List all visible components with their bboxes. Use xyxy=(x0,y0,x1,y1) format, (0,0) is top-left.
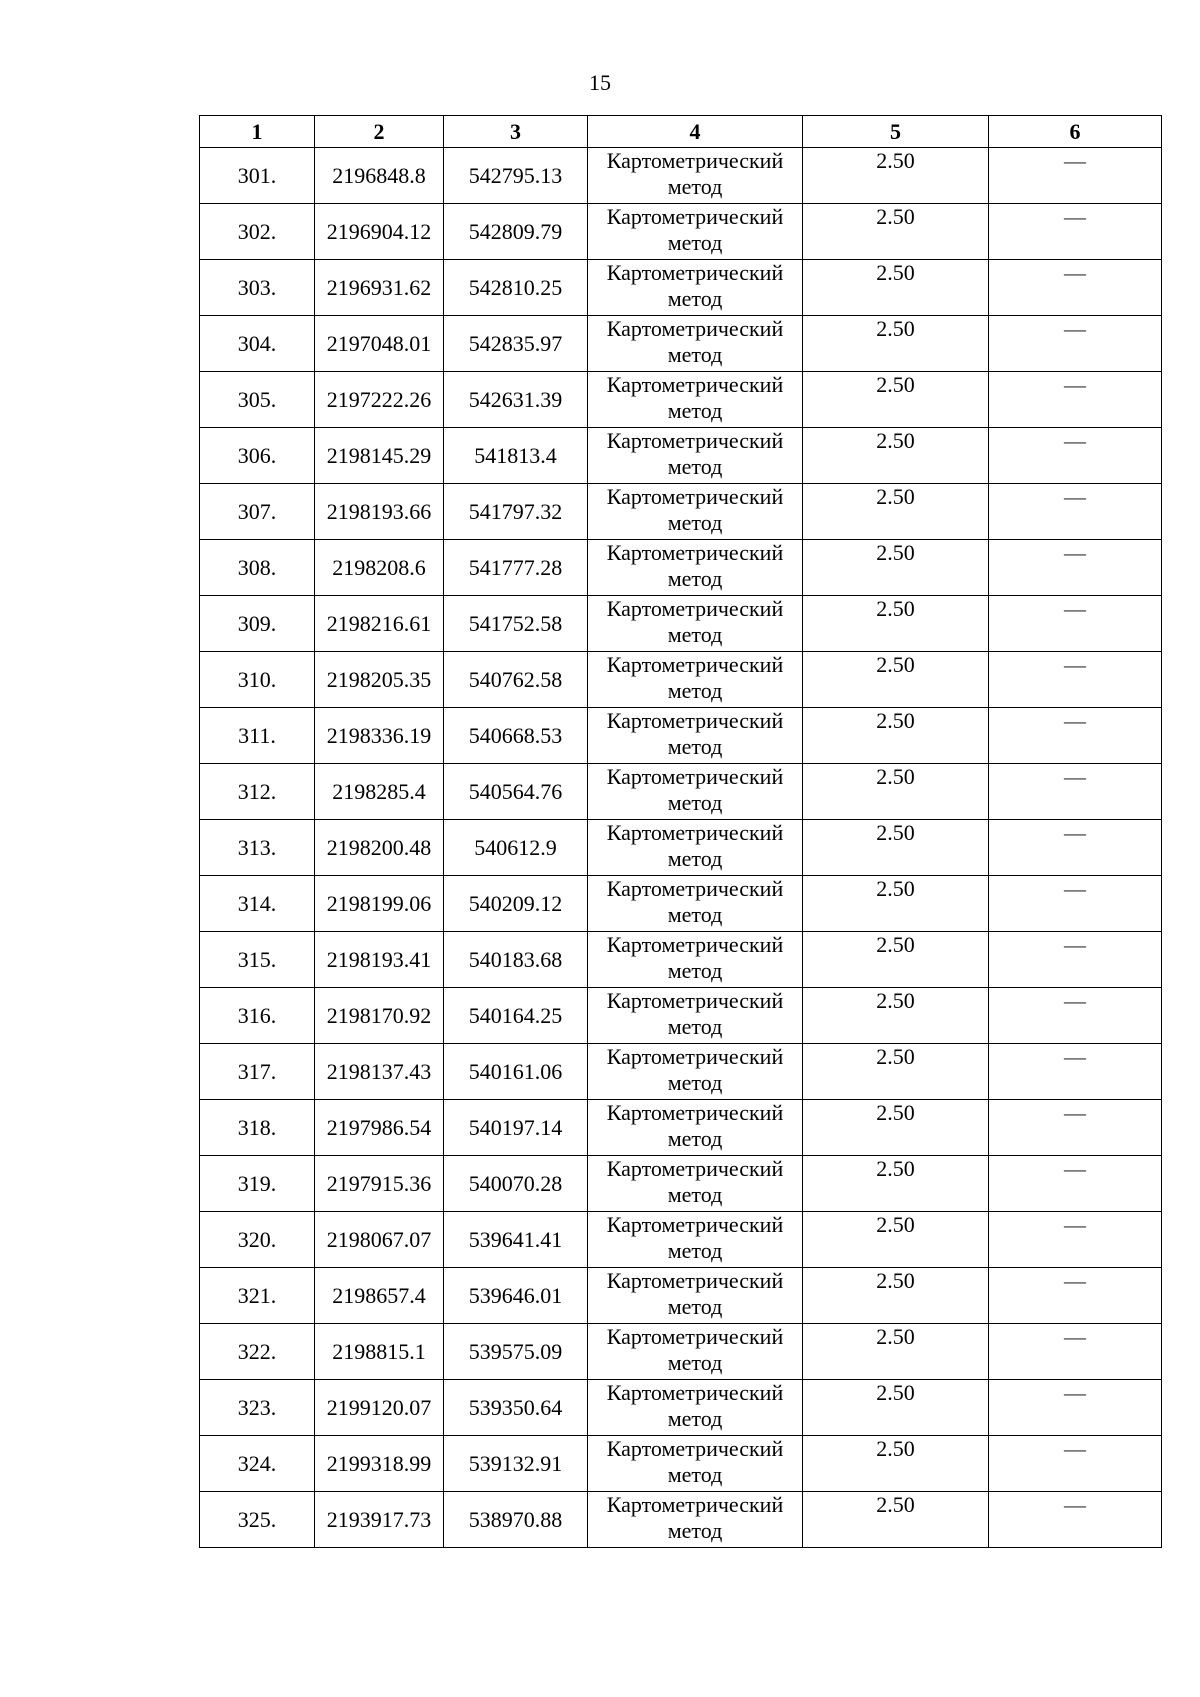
note-cell xyxy=(989,1212,1162,1268)
note-cell xyxy=(989,1268,1162,1324)
accuracy-cell: 2.50 xyxy=(803,1324,989,1380)
table-row xyxy=(200,428,1162,484)
point-number-cell: 313. xyxy=(200,820,315,876)
header-col-3: 3 xyxy=(444,116,588,148)
y-coordinate-cell: 540564.76 xyxy=(444,764,588,820)
method-cell: Картометрический метод xyxy=(588,1044,803,1100)
point-number-cell: 304. xyxy=(200,316,315,372)
note-cell xyxy=(989,1492,1162,1548)
dash-mark: — xyxy=(1064,1380,1086,1405)
y-coordinate-cell: 538970.88 xyxy=(444,1492,588,1548)
accuracy-cell: 2.50 xyxy=(803,260,989,316)
accuracy-cell: 2.50 xyxy=(803,1436,989,1492)
note-cell xyxy=(989,1044,1162,1100)
method-cell: Картометрический метод xyxy=(588,764,803,820)
dash-mark: — xyxy=(1064,1212,1086,1237)
point-number-cell: 306. xyxy=(200,428,315,484)
x-coordinate-cell: 2198193.41 xyxy=(315,932,444,988)
dash-mark: — xyxy=(1064,1044,1086,1069)
accuracy-cell: 2.50 xyxy=(803,148,989,204)
x-coordinate-cell: 2193917.73 xyxy=(315,1492,444,1548)
y-coordinate-cell: 540668.53 xyxy=(444,708,588,764)
note-cell xyxy=(989,204,1162,260)
y-coordinate-cell: 540209.12 xyxy=(444,876,588,932)
note-cell xyxy=(989,1436,1162,1492)
point-number-cell: 320. xyxy=(200,1212,315,1268)
y-coordinate-cell: 539575.09 xyxy=(444,1324,588,1380)
accuracy-cell: 2.50 xyxy=(803,1044,989,1100)
dash-mark: — xyxy=(1064,988,1086,1013)
note-cell xyxy=(989,708,1162,764)
note-cell xyxy=(989,260,1162,316)
point-number-cell: 319. xyxy=(200,1156,315,1212)
table-row xyxy=(200,316,1162,372)
method-cell: Картометрический метод xyxy=(588,148,803,204)
dash-mark: — xyxy=(1064,820,1086,845)
table-row xyxy=(200,988,1162,1044)
y-coordinate-cell: 540070.28 xyxy=(444,1156,588,1212)
method-cell: Картометрический метод xyxy=(588,484,803,540)
method-cell: Картометрический метод xyxy=(588,652,803,708)
x-coordinate-cell: 2198199.06 xyxy=(315,876,444,932)
y-coordinate-cell: 542809.79 xyxy=(444,204,588,260)
method-cell: Картометрический метод xyxy=(588,708,803,764)
y-coordinate-cell: 542835.97 xyxy=(444,316,588,372)
point-number-cell: 301. xyxy=(200,148,315,204)
table-row xyxy=(200,596,1162,652)
method-cell: Картометрический метод xyxy=(588,204,803,260)
accuracy-cell: 2.50 xyxy=(803,988,989,1044)
note-cell xyxy=(989,1156,1162,1212)
y-coordinate-cell: 539132.91 xyxy=(444,1436,588,1492)
dash-mark: — xyxy=(1064,932,1086,957)
accuracy-cell: 2.50 xyxy=(803,540,989,596)
x-coordinate-cell: 2198285.4 xyxy=(315,764,444,820)
x-coordinate-cell: 2198067.07 xyxy=(315,1212,444,1268)
note-cell xyxy=(989,764,1162,820)
accuracy-cell: 2.50 xyxy=(803,1380,989,1436)
header-col-2: 2 xyxy=(315,116,444,148)
y-coordinate-cell: 539641.41 xyxy=(444,1212,588,1268)
point-number-cell: 307. xyxy=(200,484,315,540)
table-row xyxy=(200,1212,1162,1268)
table-row xyxy=(200,764,1162,820)
method-cell: Картометрический метод xyxy=(588,316,803,372)
x-coordinate-cell: 2198145.29 xyxy=(315,428,444,484)
method-cell: Картометрический метод xyxy=(588,428,803,484)
accuracy-cell: 2.50 xyxy=(803,876,989,932)
x-coordinate-cell: 2198137.43 xyxy=(315,1044,444,1100)
note-cell xyxy=(989,428,1162,484)
note-cell xyxy=(989,484,1162,540)
point-number-cell: 305. xyxy=(200,372,315,428)
point-number-cell: 316. xyxy=(200,988,315,1044)
y-coordinate-cell: 539646.01 xyxy=(444,1268,588,1324)
table-row xyxy=(200,204,1162,260)
point-number-cell: 323. xyxy=(200,1380,315,1436)
x-coordinate-cell: 2198815.1 xyxy=(315,1324,444,1380)
note-cell xyxy=(989,1324,1162,1380)
dash-mark: — xyxy=(1064,148,1086,173)
table-body xyxy=(200,148,1162,1548)
x-coordinate-cell: 2196848.8 xyxy=(315,148,444,204)
note-cell xyxy=(989,596,1162,652)
point-number-cell: 303. xyxy=(200,260,315,316)
table-row xyxy=(200,372,1162,428)
method-cell: Картометрический метод xyxy=(588,596,803,652)
header-col-1: 1 xyxy=(200,116,315,148)
table-row xyxy=(200,1436,1162,1492)
y-coordinate-cell: 540161.06 xyxy=(444,1044,588,1100)
accuracy-cell: 2.50 xyxy=(803,932,989,988)
note-cell xyxy=(989,652,1162,708)
x-coordinate-cell: 2197915.36 xyxy=(315,1156,444,1212)
table-header xyxy=(200,116,1162,148)
dash-mark: — xyxy=(1064,260,1086,285)
note-cell xyxy=(989,316,1162,372)
dash-mark: — xyxy=(1064,1324,1086,1349)
table-row xyxy=(200,708,1162,764)
y-coordinate-cell: 541813.4 xyxy=(444,428,588,484)
note-cell xyxy=(989,540,1162,596)
note-cell xyxy=(989,148,1162,204)
table-row xyxy=(200,1156,1162,1212)
method-cell: Картометрический метод xyxy=(588,988,803,1044)
point-number-cell: 312. xyxy=(200,764,315,820)
y-coordinate-cell: 540183.68 xyxy=(444,932,588,988)
y-coordinate-cell: 542631.39 xyxy=(444,372,588,428)
table-row xyxy=(200,932,1162,988)
note-cell xyxy=(989,932,1162,988)
method-cell: Картометрический метод xyxy=(588,1324,803,1380)
x-coordinate-cell: 2198193.66 xyxy=(315,484,444,540)
table-row xyxy=(200,1044,1162,1100)
method-cell: Картометрический метод xyxy=(588,932,803,988)
table-row xyxy=(200,652,1162,708)
x-coordinate-cell: 2197048.01 xyxy=(315,316,444,372)
point-number-cell: 322. xyxy=(200,1324,315,1380)
table-row xyxy=(200,148,1162,204)
table-row xyxy=(200,876,1162,932)
dash-mark: — xyxy=(1064,1436,1086,1461)
method-cell: Картометрический метод xyxy=(588,1100,803,1156)
point-number-cell: 317. xyxy=(200,1044,315,1100)
x-coordinate-cell: 2199120.07 xyxy=(315,1380,444,1436)
y-coordinate-cell: 540164.25 xyxy=(444,988,588,1044)
y-coordinate-cell: 540612.9 xyxy=(444,820,588,876)
x-coordinate-cell: 2198170.92 xyxy=(315,988,444,1044)
point-number-cell: 321. xyxy=(200,1268,315,1324)
dash-mark: — xyxy=(1064,1156,1086,1181)
accuracy-cell: 2.50 xyxy=(803,316,989,372)
table-row xyxy=(200,1380,1162,1436)
point-number-cell: 310. xyxy=(200,652,315,708)
point-number-cell: 309. xyxy=(200,596,315,652)
y-coordinate-cell: 542810.25 xyxy=(444,260,588,316)
x-coordinate-cell: 2198216.61 xyxy=(315,596,444,652)
dash-mark: — xyxy=(1064,540,1086,565)
method-cell: Картометрический метод xyxy=(588,1156,803,1212)
accuracy-cell: 2.50 xyxy=(803,372,989,428)
table-row xyxy=(200,260,1162,316)
y-coordinate-cell: 540197.14 xyxy=(444,1100,588,1156)
x-coordinate-cell: 2198208.6 xyxy=(315,540,444,596)
x-coordinate-cell: 2198205.35 xyxy=(315,652,444,708)
method-cell: Картометрический метод xyxy=(588,1212,803,1268)
note-cell xyxy=(989,1380,1162,1436)
point-number-cell: 324. xyxy=(200,1436,315,1492)
x-coordinate-cell: 2196931.62 xyxy=(315,260,444,316)
accuracy-cell: 2.50 xyxy=(803,1100,989,1156)
note-cell xyxy=(989,372,1162,428)
method-cell: Картометрический метод xyxy=(588,820,803,876)
method-cell: Картометрический метод xyxy=(588,1380,803,1436)
note-cell xyxy=(989,820,1162,876)
y-coordinate-cell: 540762.58 xyxy=(444,652,588,708)
y-coordinate-cell: 541797.32 xyxy=(444,484,588,540)
accuracy-cell: 2.50 xyxy=(803,1156,989,1212)
header-col-4: 4 xyxy=(588,116,803,148)
method-cell: Картометрический метод xyxy=(588,260,803,316)
y-coordinate-cell: 542795.13 xyxy=(444,148,588,204)
method-cell: Картометрический метод xyxy=(588,1268,803,1324)
x-coordinate-cell: 2198200.48 xyxy=(315,820,444,876)
dash-mark: — xyxy=(1064,764,1086,789)
accuracy-cell: 2.50 xyxy=(803,484,989,540)
accuracy-cell: 2.50 xyxy=(803,596,989,652)
dash-mark: — xyxy=(1064,652,1086,677)
table-row xyxy=(200,540,1162,596)
accuracy-cell: 2.50 xyxy=(803,820,989,876)
header-col-5: 5 xyxy=(803,116,989,148)
x-coordinate-cell: 2198336.19 xyxy=(315,708,444,764)
y-coordinate-cell: 539350.64 xyxy=(444,1380,588,1436)
point-number-cell: 314. xyxy=(200,876,315,932)
accuracy-cell: 2.50 xyxy=(803,764,989,820)
x-coordinate-cell: 2197986.54 xyxy=(315,1100,444,1156)
x-coordinate-cell: 2197222.26 xyxy=(315,372,444,428)
dash-mark: — xyxy=(1064,1492,1086,1517)
note-cell xyxy=(989,876,1162,932)
page-number: 15 xyxy=(589,70,611,95)
dash-mark: — xyxy=(1064,1268,1086,1293)
accuracy-cell: 2.50 xyxy=(803,204,989,260)
header-row xyxy=(200,116,1162,148)
point-number-cell: 302. xyxy=(200,204,315,260)
accuracy-cell: 2.50 xyxy=(803,708,989,764)
point-number-cell: 318. xyxy=(200,1100,315,1156)
x-coordinate-cell: 2198657.4 xyxy=(315,1268,444,1324)
dash-mark: — xyxy=(1064,316,1086,341)
dash-mark: — xyxy=(1064,708,1086,733)
point-number-cell: 308. xyxy=(200,540,315,596)
point-number-cell: 311. xyxy=(200,708,315,764)
y-coordinate-cell: 541777.28 xyxy=(444,540,588,596)
accuracy-cell: 2.50 xyxy=(803,1268,989,1324)
x-coordinate-cell: 2199318.99 xyxy=(315,1436,444,1492)
accuracy-cell: 2.50 xyxy=(803,652,989,708)
table-row xyxy=(200,1324,1162,1380)
dash-mark: — xyxy=(1064,484,1086,509)
table-row xyxy=(200,1268,1162,1324)
method-cell: Картометрический метод xyxy=(588,876,803,932)
table-row xyxy=(200,820,1162,876)
y-coordinate-cell: 541752.58 xyxy=(444,596,588,652)
method-cell: Картометрический метод xyxy=(588,1492,803,1548)
note-cell xyxy=(989,988,1162,1044)
accuracy-cell: 2.50 xyxy=(803,428,989,484)
dash-mark: — xyxy=(1064,1100,1086,1125)
dash-mark: — xyxy=(1064,876,1086,901)
table-row xyxy=(200,1492,1162,1548)
dash-mark: — xyxy=(1064,596,1086,621)
method-cell: Картометрический метод xyxy=(588,1436,803,1492)
method-cell: Картометрический метод xyxy=(588,372,803,428)
method-cell: Картометрический метод xyxy=(588,540,803,596)
dash-mark: — xyxy=(1064,428,1086,453)
note-cell xyxy=(989,1100,1162,1156)
x-coordinate-cell: 2196904.12 xyxy=(315,204,444,260)
header-col-6: 6 xyxy=(989,116,1162,148)
table-row xyxy=(200,1100,1162,1156)
coordinates-table xyxy=(199,115,1162,1548)
point-number-cell: 325. xyxy=(200,1492,315,1548)
point-number-cell: 315. xyxy=(200,932,315,988)
dash-mark: — xyxy=(1064,204,1086,229)
table-row xyxy=(200,484,1162,540)
accuracy-cell: 2.50 xyxy=(803,1492,989,1548)
dash-mark: — xyxy=(1064,372,1086,397)
accuracy-cell: 2.50 xyxy=(803,1212,989,1268)
